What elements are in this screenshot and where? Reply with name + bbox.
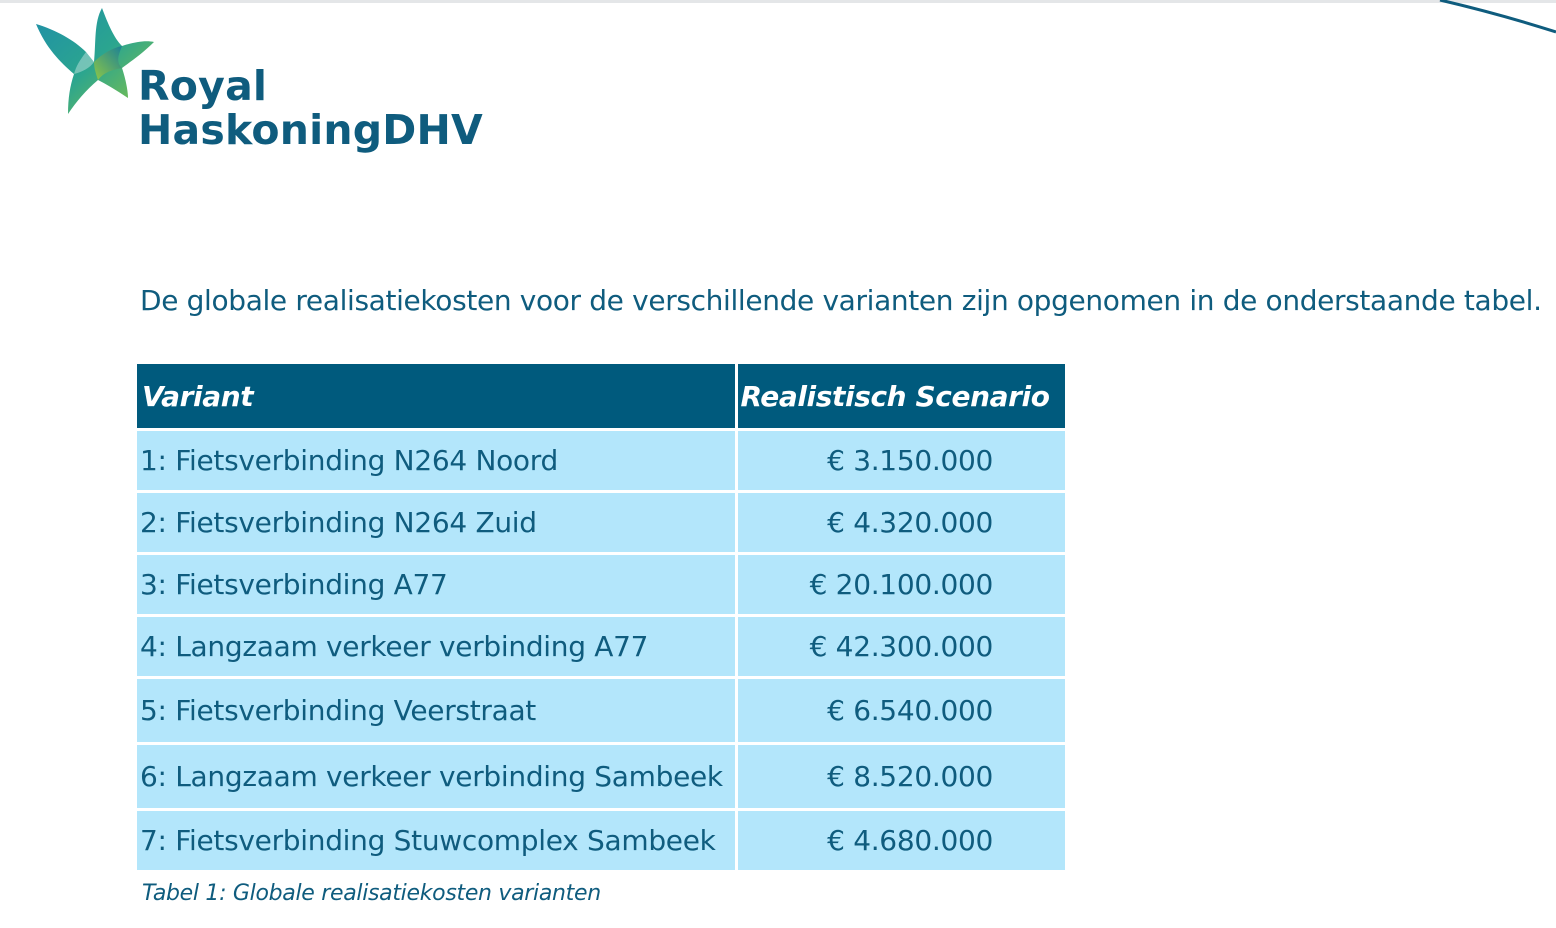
header-scenario: Realistisch Scenario: [736, 364, 1065, 430]
variant-cell: 4: Langzaam verkeer verbinding A77: [137, 616, 736, 678]
table-row: [137, 492, 1065, 554]
table-row: [137, 616, 1065, 678]
cost-cell: € 8.520.000: [736, 744, 1065, 810]
table-caption: Tabel 1: Globale realisatiekosten varianten: [142, 881, 601, 906]
cost-cell: € 3.150.000: [736, 430, 1065, 492]
cost-cell: € 6.540.000: [736, 678, 1065, 744]
company-logo: [30, 2, 483, 162]
cost-cell: € 20.100.000: [736, 554, 1065, 616]
table-row: [137, 554, 1065, 616]
cost-cell: € 4.680.000: [736, 810, 1065, 872]
header-variant: Variant: [137, 364, 736, 430]
variant-cell: 2: Fietsverbinding N264 Zuid: [137, 492, 736, 554]
cost-table: [137, 364, 1065, 873]
variant-cell: 1: Fietsverbinding N264 Noord: [137, 430, 736, 492]
variant-cell: 7: Fietsverbinding Stuwcomplex Sambeek: [137, 810, 736, 872]
table-row: [137, 678, 1065, 744]
variant-cell: 6: Langzaam verkeer verbinding Sambeek: [137, 744, 736, 810]
logo-line-1: Royal: [138, 62, 268, 110]
decorative-corner-line: [1380, 0, 1556, 40]
variant-cell: 3: Fietsverbinding A77: [137, 554, 736, 616]
cost-cell: € 4.320.000: [736, 492, 1065, 554]
logo-wordmark: [138, 64, 483, 152]
cost-cell: € 42.300.000: [736, 616, 1065, 678]
table-row: [137, 430, 1065, 492]
table-header-row: [137, 364, 1065, 430]
intro-paragraph: De globale realisatiekosten voor de verschillende varianten zijn opgenomen in de onderstaande tabel.: [140, 284, 1542, 317]
table-row: [137, 810, 1065, 872]
table-row: [137, 744, 1065, 810]
variant-cell: 5: Fietsverbinding Veerstraat: [137, 678, 736, 744]
logo-line-2: HaskoningDHV: [138, 106, 483, 154]
